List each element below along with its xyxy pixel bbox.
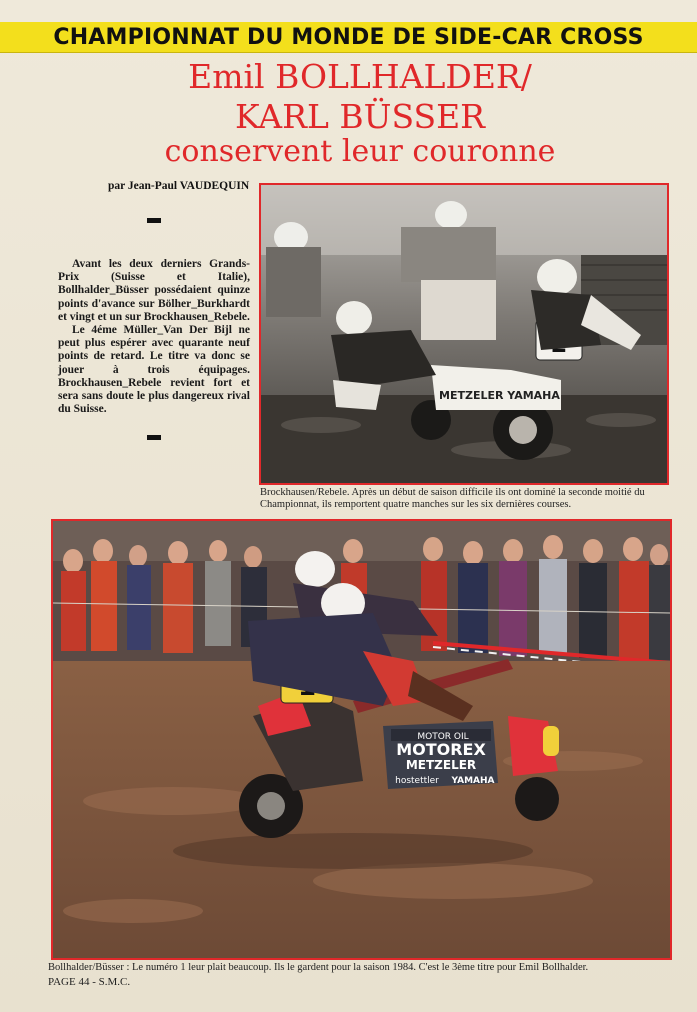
sidecar-text-metzeler: METZELER (405, 758, 477, 772)
caption-bottom-photo: Bollhalder/Büsser : Le numéro 1 leur plait beaucoup. Ils le gardent pour la saison 1984. C'est le 3ème titre pour Emil Bollhalder. (48, 962, 589, 973)
sidecar-text-motor-oil: MOTOR OIL (417, 732, 469, 742)
photo-bottom-illustration (53, 521, 670, 958)
sidecar-text-motorex: MOTOREX (396, 740, 486, 759)
section-banner: CHAMPIONNAT DU MONDE DE SIDE-CAR CROSS (0, 22, 697, 53)
article-lede (58, 258, 250, 416)
headline-line-1: Emil BOLLHALDER/ (188, 57, 532, 96)
sidecar-text-yamaha: YAMAHA (451, 776, 495, 786)
caption-top-photo: Brockhausen/Rebele. Après un début de saison difficile ils ont dominé la seconde moitié du Championnat, ils remportent quatre manches sur les six dernières courses. (260, 487, 645, 510)
page-footer: PAGE 44 - S.M.C. (48, 976, 131, 988)
photo-bollhalder-busser (51, 519, 672, 960)
separator-dash-bottom (147, 435, 161, 440)
lede-paragraph-2: Le 4éme Müller_Van Der Bijl ne peut plus espérer avec quarante neuf points de retard. Le titre va donc se jouer à trois équipages. Brockhausen_Rebele revient fort et sera sans doute le plus dangereux rival du Suisse. (58, 324, 250, 416)
byline: par Jean-Paul VAUDEQUIN (108, 180, 250, 192)
lede-paragraph-1: Avant les deux derniers Grands-Prix (Suisse et Italie), Bollhalder_Büsser possédaient quinze points d'avance sur Bölher_Burkhardt et vingt et un sur Brockhausen_Rebele. (58, 258, 250, 323)
headline-line-3: conservent leur couronne (164, 134, 556, 169)
photo-brockhausen-rebele (259, 183, 669, 485)
headline-line-2: KARL BÜSSER (234, 97, 486, 136)
fairing-text: METZELER YAMAHA (439, 389, 560, 402)
photo-top-illustration (261, 185, 667, 483)
sidecar-text-hostettler: hostettler (395, 776, 439, 786)
separator-dash-top (147, 218, 161, 223)
